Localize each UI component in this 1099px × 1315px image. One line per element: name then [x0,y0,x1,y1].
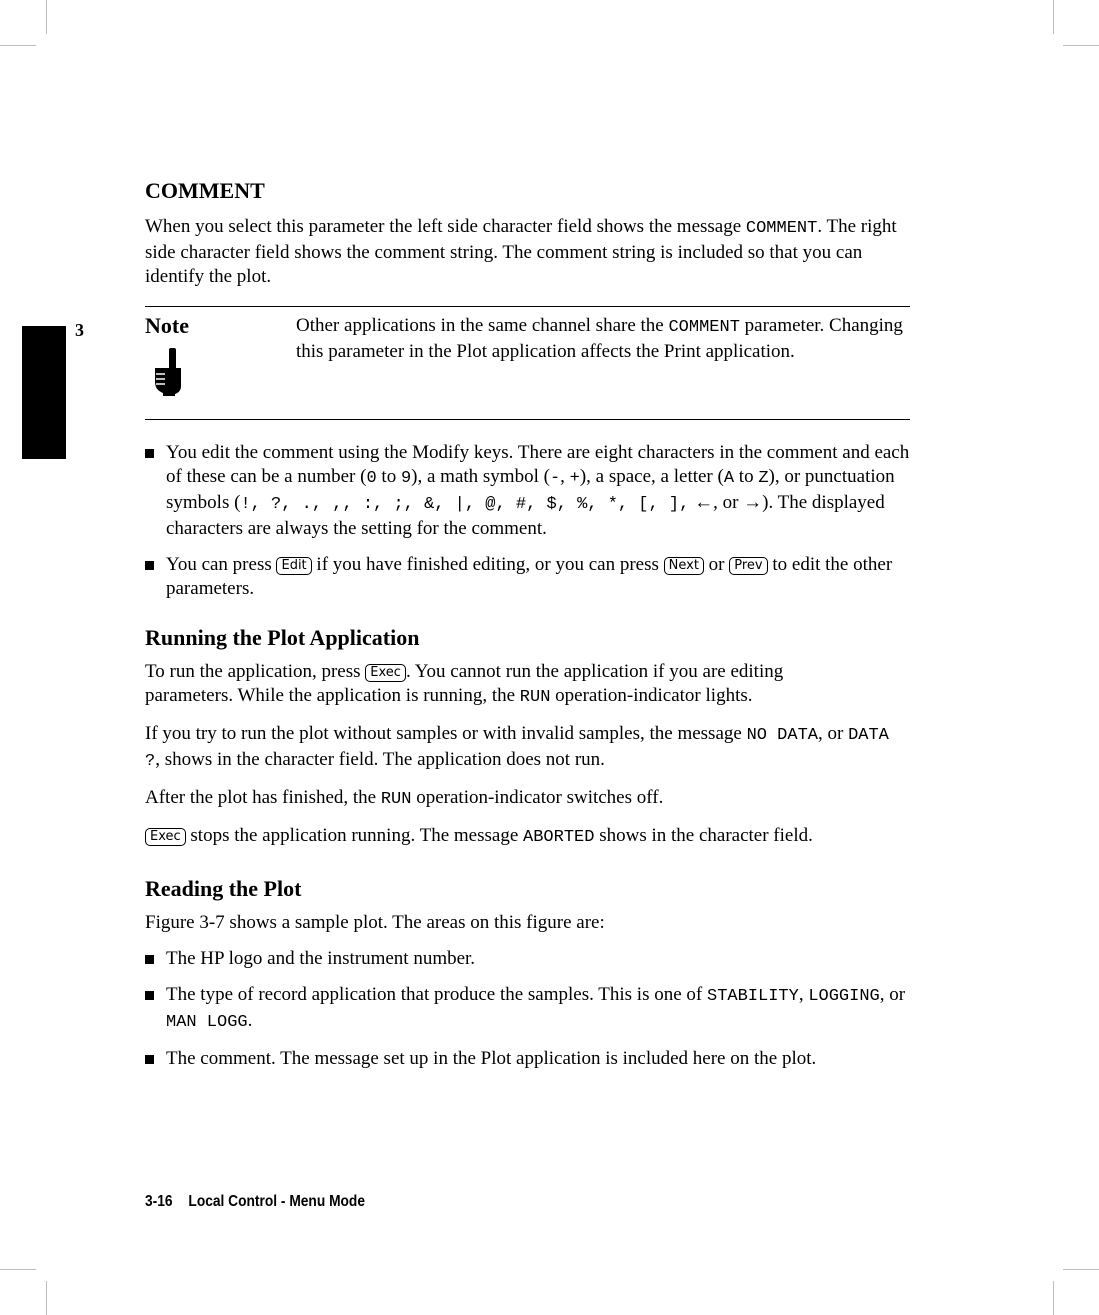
prev-key: Prev [729,557,767,575]
list-item: The type of record application that produce the samples. This is one of STABILITY, LOGGING, or MAN LOGG. [145,983,910,1035]
chapter-thumb-tab [22,326,66,459]
page-content [145,176,910,1083]
list-item: You can press Edit if you have finished editing, or you can press Next or Prev to edit the other parameters. [145,553,910,601]
list-item: The comment. The message set up in the Plot application is included here on the plot. [145,1047,910,1071]
exec-key: Exec [365,664,406,682]
crop-mark [1063,1269,1099,1270]
reading-bullet-list [145,947,910,1071]
crop-mark [1063,45,1099,46]
crop-mark [46,1281,47,1315]
section-heading-reading: Reading the Plot [145,876,302,901]
running-paragraph-3: After the plot has finished, the RUN operation-indicator switches off. [145,787,664,809]
note-label-column [145,314,296,405]
exec-key: Exec [145,828,186,846]
bullet-marker [145,561,154,570]
crop-mark [1053,1281,1054,1315]
running-paragraph-4: Exec stops the application running. The message ABORTED shows in the character field. [145,824,910,850]
bullet-marker [145,1055,154,1064]
comment-bullet-list [145,441,910,601]
list-item: The HP logo and the instrument number. [145,947,910,971]
bullet-marker [145,955,154,964]
comment-intro-paragraph: When you select this parameter the left side character field shows the message COMMENT. The right side character field shows the comment string. The comment string is included so that you can identify the plot. [145,216,897,287]
section-heading-comment: COMMENT [145,178,265,203]
crop-mark [0,45,36,46]
pointing-hand-icon [151,346,296,405]
page-number: 3-16 [145,1193,173,1210]
bullet-marker [145,449,154,458]
reading-intro-paragraph: Figure 3-7 shows a sample plot. The areas on this figure are: [145,912,605,933]
note-body: Other applications in the same channel share the COMMENT parameter. Changing this parameter in the Plot application affects the Print application. [296,315,903,362]
edit-key: Edit [276,557,311,575]
crop-mark [1053,0,1054,34]
section-heading-running: Running the Plot Application [145,625,420,650]
crop-mark [0,1269,36,1270]
page-footer [145,1193,377,1211]
note-box [145,306,910,420]
next-key: Next [664,557,704,575]
running-paragraph-2: If you try to run the plot without samples or with invalid samples, the message NO DATA, or DATA ?, shows in the character field. The application does not run. [145,723,889,771]
running-paragraph-1: To run the application, press Exec . You cannot run the application if you are editing parameters. While the application is running, the RUN operation-indicator lights. [145,661,784,707]
list-item: You edit the comment using the Modify keys. There are eight characters in the comment and each of these can be a number (0 to 9), a math symbol (-, +), a space, a letter (A to Z), or punctuation symbols (!, ?, ., ,, :, ;, &, |, @, #, $, %, *, [, ], ←, or →). The displayed characters are always the setting for the comment. [145,441,910,541]
note-title: Note [145,313,189,338]
chapter-number: 3 [75,320,84,340]
crop-mark [46,0,47,34]
bullet-marker [145,991,154,1000]
footer-section-title: Local Control - Menu Mode [188,1193,365,1210]
